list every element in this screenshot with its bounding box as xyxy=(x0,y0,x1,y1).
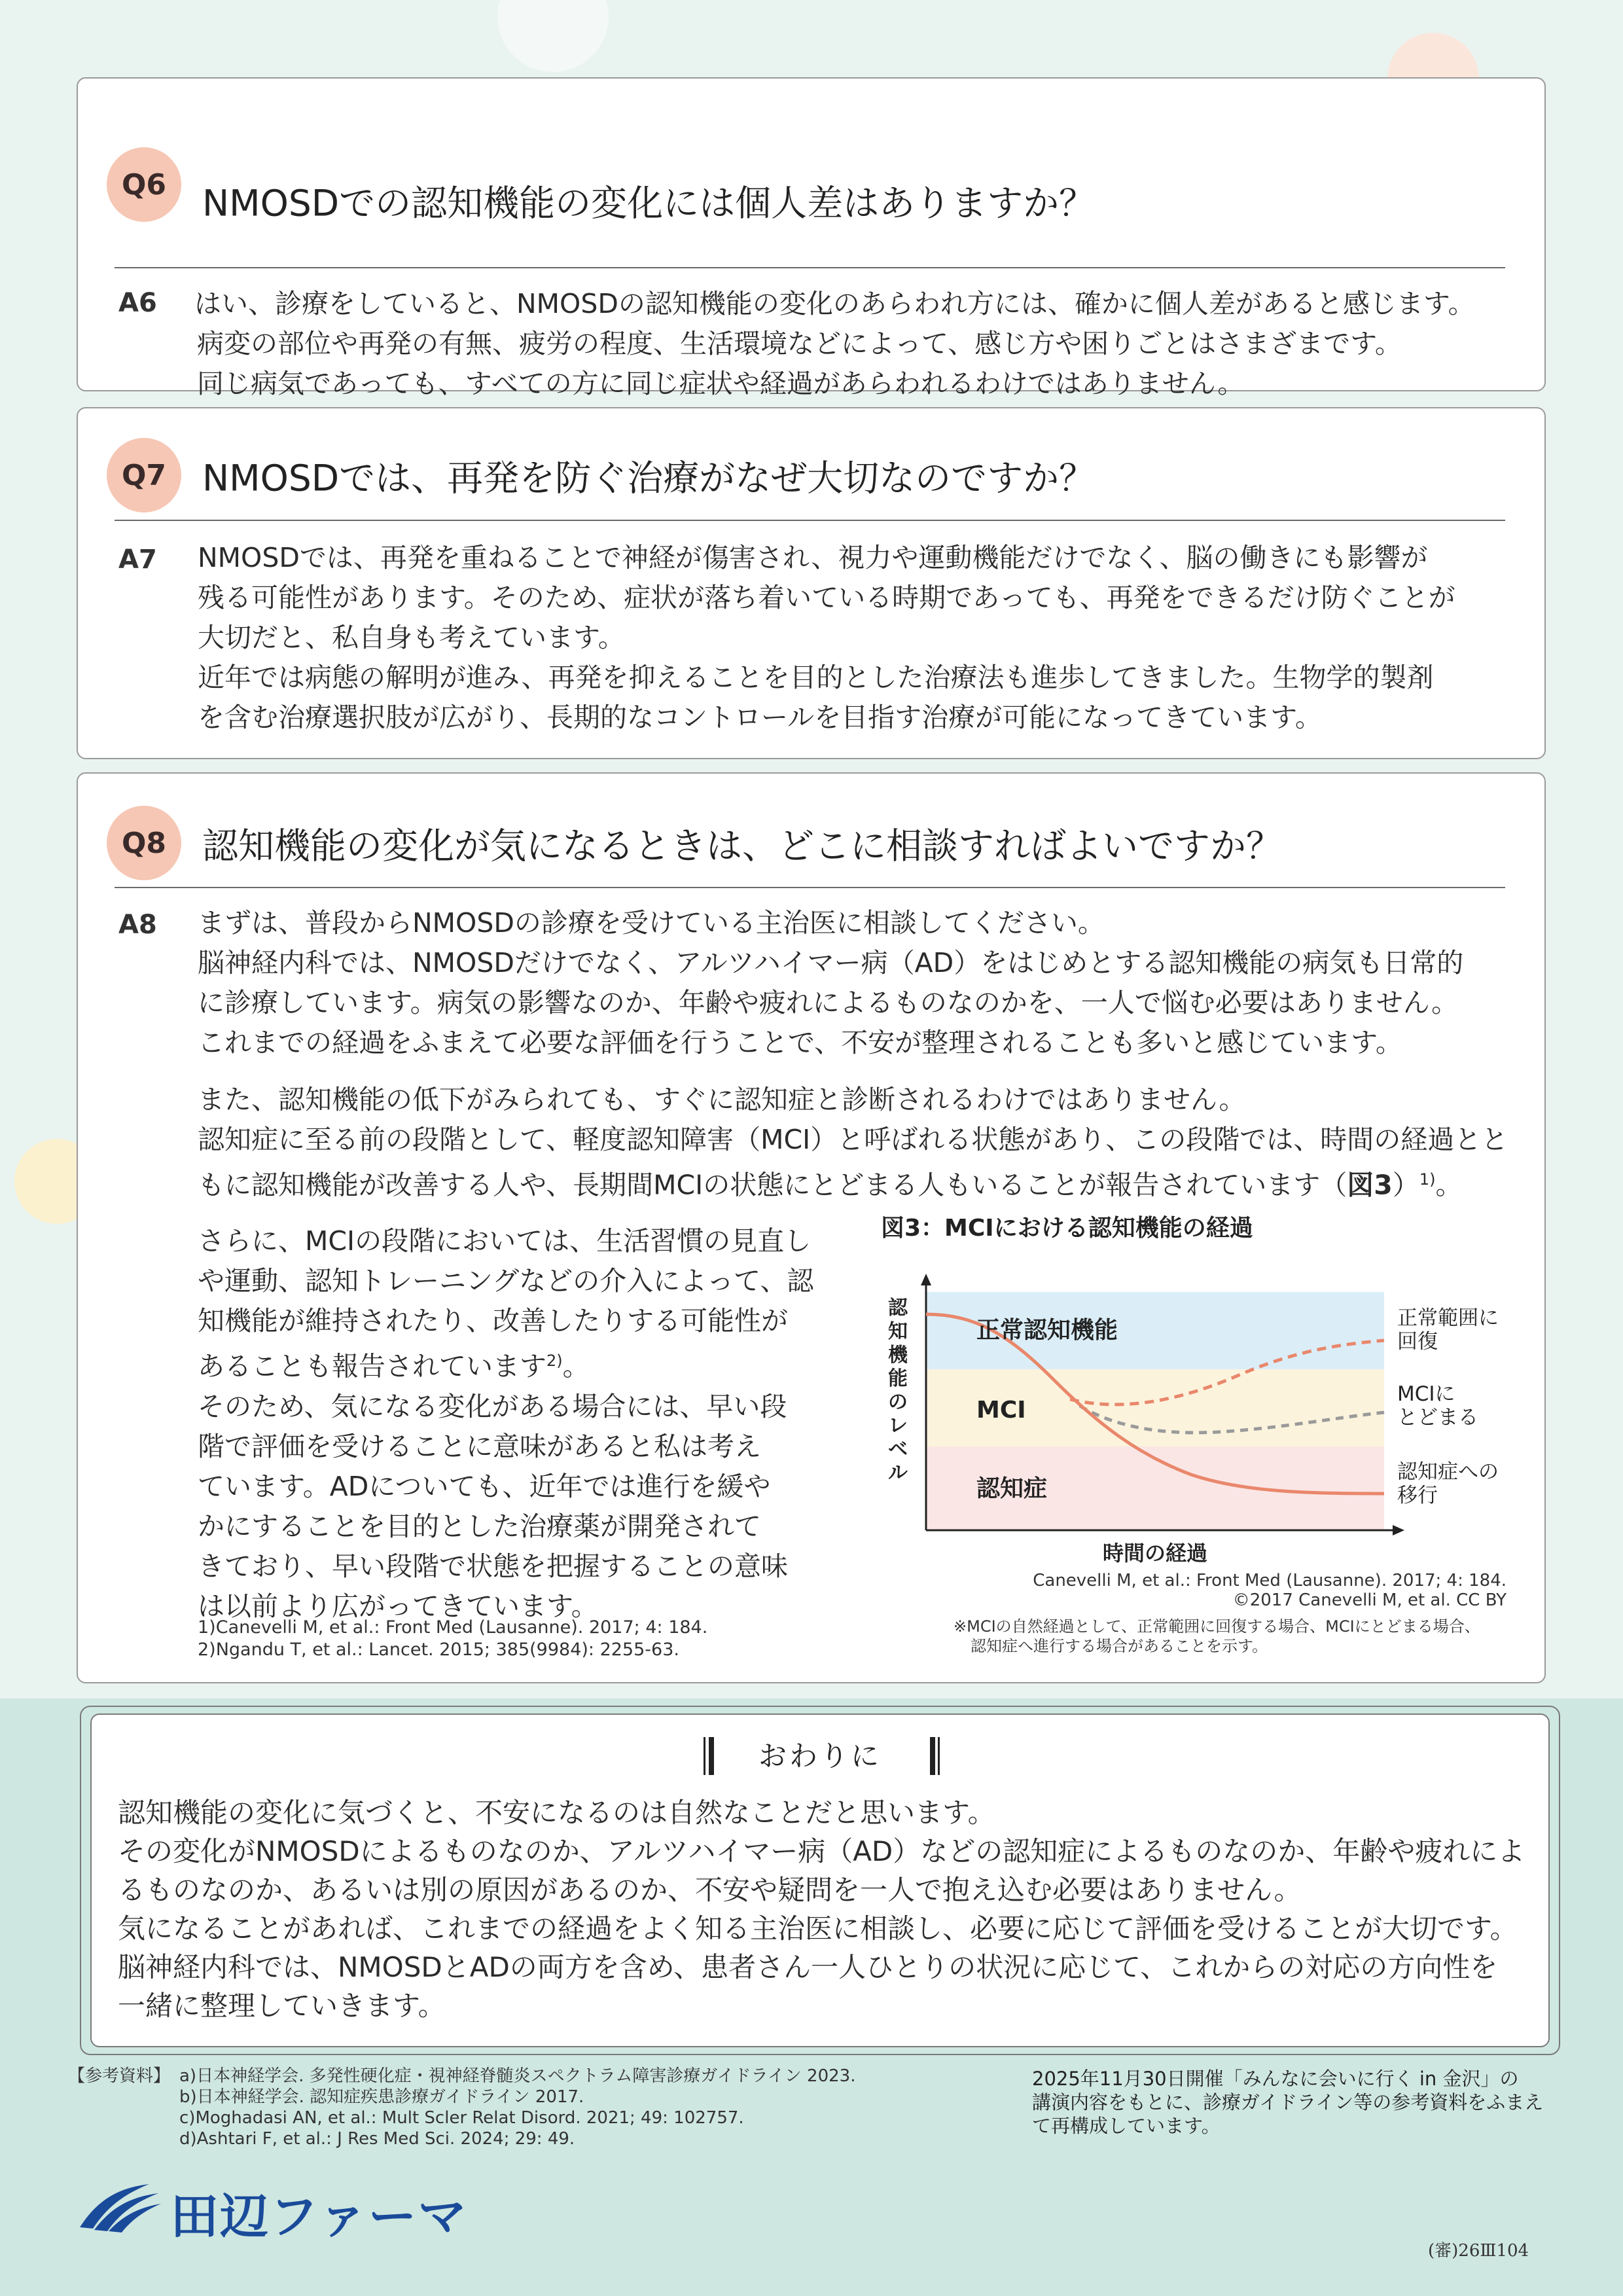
text-span: ） xyxy=(1392,1169,1419,1201)
answer-line: 階で評価を受けることに意味があると私は考え xyxy=(198,1430,761,1462)
answer-line xyxy=(198,1341,904,1387)
answer-line: はい、診療をしていると、NMOSDの認知機能の変化のあらわれ方には、確かに個人差があると感じます。 xyxy=(194,288,1475,319)
note-line: 認知症へ進行する場合があることを示す。 xyxy=(971,1637,1268,1655)
bibliography-items xyxy=(179,2066,855,2149)
note-line: ※MCIの自然経過として、正常範囲に回復する場合、MCIにとどまる場合、 xyxy=(954,1617,1480,1636)
bibliography-item: d)Ashtari F, et al.: J Res Med Sci. 2024; 29: 49. xyxy=(179,2129,575,2149)
divider xyxy=(115,267,1505,268)
ylabel-char: 能 xyxy=(888,1367,908,1390)
closing-title-row xyxy=(92,1734,1548,1778)
event-note-line: て再構成しています。 xyxy=(1032,2115,1221,2137)
answer-label: A8 xyxy=(118,910,157,940)
answer-line: 脳神経内科では、NMOSDだけでなく、アルツハイマー病（AD）をはじめとする認知機能の病気も日常的 xyxy=(198,947,1464,978)
answer-paragraph-3 xyxy=(198,1221,904,1626)
closing-section xyxy=(90,1713,1550,2047)
closing-line: 気になることがあれば、これまでの経過をよく知る主治医に相談し、必要に応じて評価を受けることが大切です。 xyxy=(118,1912,1518,1945)
answer-text xyxy=(198,538,1508,738)
answer-line: 近年では病態の解明が進み、再発を抑えることを目的とした治療法も進歩してきました。生物学的製剤 xyxy=(198,662,1434,693)
answer-line: 知機能が維持されたり、改善したりする可能性が xyxy=(198,1305,788,1336)
ylabel-char: の xyxy=(888,1391,908,1414)
answer-line: NMOSDでは、再発を重ねることで神経が傷害され、視力や運動機能だけでなく、脳の働きにも影響が xyxy=(198,542,1428,573)
text-span: 。 xyxy=(1435,1169,1463,1201)
answer-line: かにすることを目的とした治療薬が開発されて xyxy=(198,1510,761,1542)
answer-line: 病変の部位や再発の有無、疲労の程度、生活環境などによって、感じ方や困りごとはさまざまです。 xyxy=(197,328,1402,359)
closing-line: 認知機能の変化に気づくと、不安になるのは自然なことだと思います。 xyxy=(118,1797,995,1829)
answer-paragraph-1 xyxy=(198,903,1508,1063)
question-title: NMOSDでの認知機能の変化には個人差はありますか？ xyxy=(202,182,1096,224)
logo-name: 田辺ファーマ xyxy=(170,2189,468,2245)
event-note-line: 講演内容をもとに、診療ガイドライン等の参考資料をふまえ xyxy=(1032,2091,1544,2113)
reference-marker: 1) xyxy=(1419,1170,1436,1189)
outcome-decline-line1: 認知症への xyxy=(1397,1460,1499,1484)
closing-title: おわりに xyxy=(758,1740,882,1773)
reference-marker: 2) xyxy=(546,1352,563,1370)
outcome-recover-line2: 回復 xyxy=(1397,1330,1438,1354)
y-axis-arrow xyxy=(921,1274,931,1285)
citation-line: Canevelli M, et al.: Front Med (Lausanne). 2017; 4: 184. xyxy=(1033,1571,1507,1590)
answer-line: を含む治療選択肢が広がり、長期的なコントロールを目指す治療が可能になってきています。 xyxy=(198,702,1322,733)
answer-line: また、認知機能の低下がみられても、すぐに認知症と診断されるわけではありません。 xyxy=(198,1084,1246,1115)
ylabel-char: レ xyxy=(888,1414,908,1437)
qa-card-q6 xyxy=(77,77,1546,399)
outcome-recover-line1: 正常範囲に xyxy=(1397,1306,1499,1330)
answer-line: さらに、MCIの段階においては、生活習慣の見直し xyxy=(198,1225,812,1257)
answer-line: に診療しています。病気の影響なのか、年齢や疲れによるものなのかを、一人で悩む必要はありません。 xyxy=(198,987,1459,1018)
answer-paragraph-2 xyxy=(198,1080,1508,1206)
answer-line: は以前より広がってきています。 xyxy=(198,1590,598,1622)
chart-svg xyxy=(877,1210,1531,1576)
figure-3-chart xyxy=(877,1210,1531,1681)
decorative-circle xyxy=(497,0,609,72)
event-note xyxy=(1032,2067,1543,2138)
title-bracket-left xyxy=(704,1737,710,1775)
ylabel-char: ル xyxy=(888,1462,908,1484)
ylabel-char: 知 xyxy=(888,1320,908,1343)
question-badge: Q8 xyxy=(107,806,181,880)
x-axis-arrow xyxy=(1393,1525,1404,1535)
bibliography-item: c)Moghadasi AN, et al.: Mult Scler Relat Disord. 2021; 49: 102757. xyxy=(179,2108,744,2128)
question-badge: Q7 xyxy=(107,438,181,512)
divider xyxy=(115,520,1505,521)
answer-line: まずは、普段からNMOSDの診療を受けている主治医に相談してください。 xyxy=(198,907,1105,939)
title-bracket-right xyxy=(930,1737,936,1775)
x-axis-label: 時間の経過 xyxy=(1102,1541,1208,1566)
answer-line: ています。ADについても、近年では進行を緩や xyxy=(198,1470,771,1502)
citation-line: ©2017 Canevelli M, et al. CC BY xyxy=(1232,1590,1507,1610)
bibliography-item: b)日本神経学会. 認知症疾患診療ガイドライン 2017. xyxy=(179,2087,584,2107)
ylabel-char: ベ xyxy=(888,1438,908,1461)
closing-line: 脳神経内科では、NMOSDとADの両方を含め、患者さん一人ひとりの状況に応じて、これからの対応の方向性を xyxy=(118,1951,1498,1983)
question-title: NMOSDでは、再発を防ぐ治療がなぜ大切なのですか？ xyxy=(202,457,1096,499)
text-span: あることも報告されています xyxy=(198,1350,546,1382)
closing-line: 一緒に整理していきます。 xyxy=(118,1990,446,2022)
question-title: 認知機能の変化が気になるときは、どこに相談すればよいですか？ xyxy=(202,825,1283,867)
answer-line: これまでの経過をふまえて必要な評価を行うことで、不安が整理されることも多いと感じています。 xyxy=(198,1027,1402,1058)
answer-line xyxy=(198,1160,1508,1206)
answer-line: そのため、気になる変化がある場合には、早い段 xyxy=(198,1390,787,1422)
answer-line: 大切だと、私自身も考えています。 xyxy=(198,622,625,653)
band-label-mci: MCI xyxy=(976,1397,1026,1424)
ylabel-char: 認 xyxy=(888,1297,908,1319)
answer-line: や運動、認知トレーニングなどの介入によって、認 xyxy=(198,1265,814,1297)
ylabel-char: 機 xyxy=(888,1344,908,1367)
reference-item: 1)Canevelli M, et al.: Front Med (Lausanne). 2017; 4: 184. xyxy=(198,1617,708,1638)
event-note-line: 2025年11月30日開催「みんなに会いに行く in 金沢」の xyxy=(1032,2068,1519,2090)
text-span: もに認知機能が改善する人や、長期間MCIの状態にとどまる人もいることが報告されています（ xyxy=(198,1169,1347,1201)
reference-item: 2)Ngandu T, et al.: Lancet. 2015; 385(9984): 2255-63. xyxy=(198,1640,679,1660)
chart-title: 図3：MCIにおける認知機能の経過 xyxy=(881,1215,1253,1242)
answer-line: 認知症に至る前の段階として、軽度認知障害（MCI）と呼ばれる状態があり、この段階では、時間の経過とと xyxy=(198,1124,1508,1155)
figure-citation xyxy=(1033,1571,1507,1610)
bibliography-item: a)日本神経学会. 多発性硬化症・視神経脊髄炎スペクトラム障害診療ガイドライン 2023. xyxy=(179,2066,856,2086)
outcome-stay-line2: とどまる xyxy=(1397,1406,1478,1429)
closing-line: るものなのか、あるいは別の原因があるのか、不安や疑問を一人で抱え込む必要はありません。 xyxy=(118,1874,1302,1906)
document-code: (審)26Ⅲ104 xyxy=(1428,2241,1529,2261)
figure-reference: 図3 xyxy=(1347,1169,1393,1201)
bibliography-label: 【参考資料】 xyxy=(68,2066,171,2086)
answer-line: 残る可能性があります。そのため、症状が落ち着いている時期であっても、再発をできるだけ防ぐことが xyxy=(198,582,1455,613)
answer-line: 同じ病気であっても、すべての方に同じ症状や経過があらわれるわけではありません。 xyxy=(197,368,1245,399)
footnote-references xyxy=(198,1617,707,1661)
answer-label: A7 xyxy=(118,545,157,575)
divider xyxy=(115,887,1505,888)
closing-text xyxy=(118,1793,1529,2025)
answer-label: A6 xyxy=(118,288,157,318)
question-badge: Q6 xyxy=(107,147,181,222)
figure-note xyxy=(954,1617,1480,1656)
logo-mark-icon xyxy=(77,2181,162,2234)
band-label-dementia: 認知症 xyxy=(976,1475,1048,1502)
answer-line: きており、早い段階で状態を把握することの意味 xyxy=(198,1550,788,1582)
qa-card-q7 xyxy=(77,407,1546,759)
outcome-decline-line2: 移行 xyxy=(1397,1484,1438,1507)
text-span: 。 xyxy=(562,1350,590,1382)
outcome-stay-line1: MCIに xyxy=(1397,1382,1455,1406)
band-label-normal: 正常認知機能 xyxy=(976,1317,1118,1344)
closing-line: その変化がNMOSDによるものなのか、アルツハイマー病（AD）などの認知症によるものなのか、年齢や疲れによ xyxy=(118,1835,1525,1867)
